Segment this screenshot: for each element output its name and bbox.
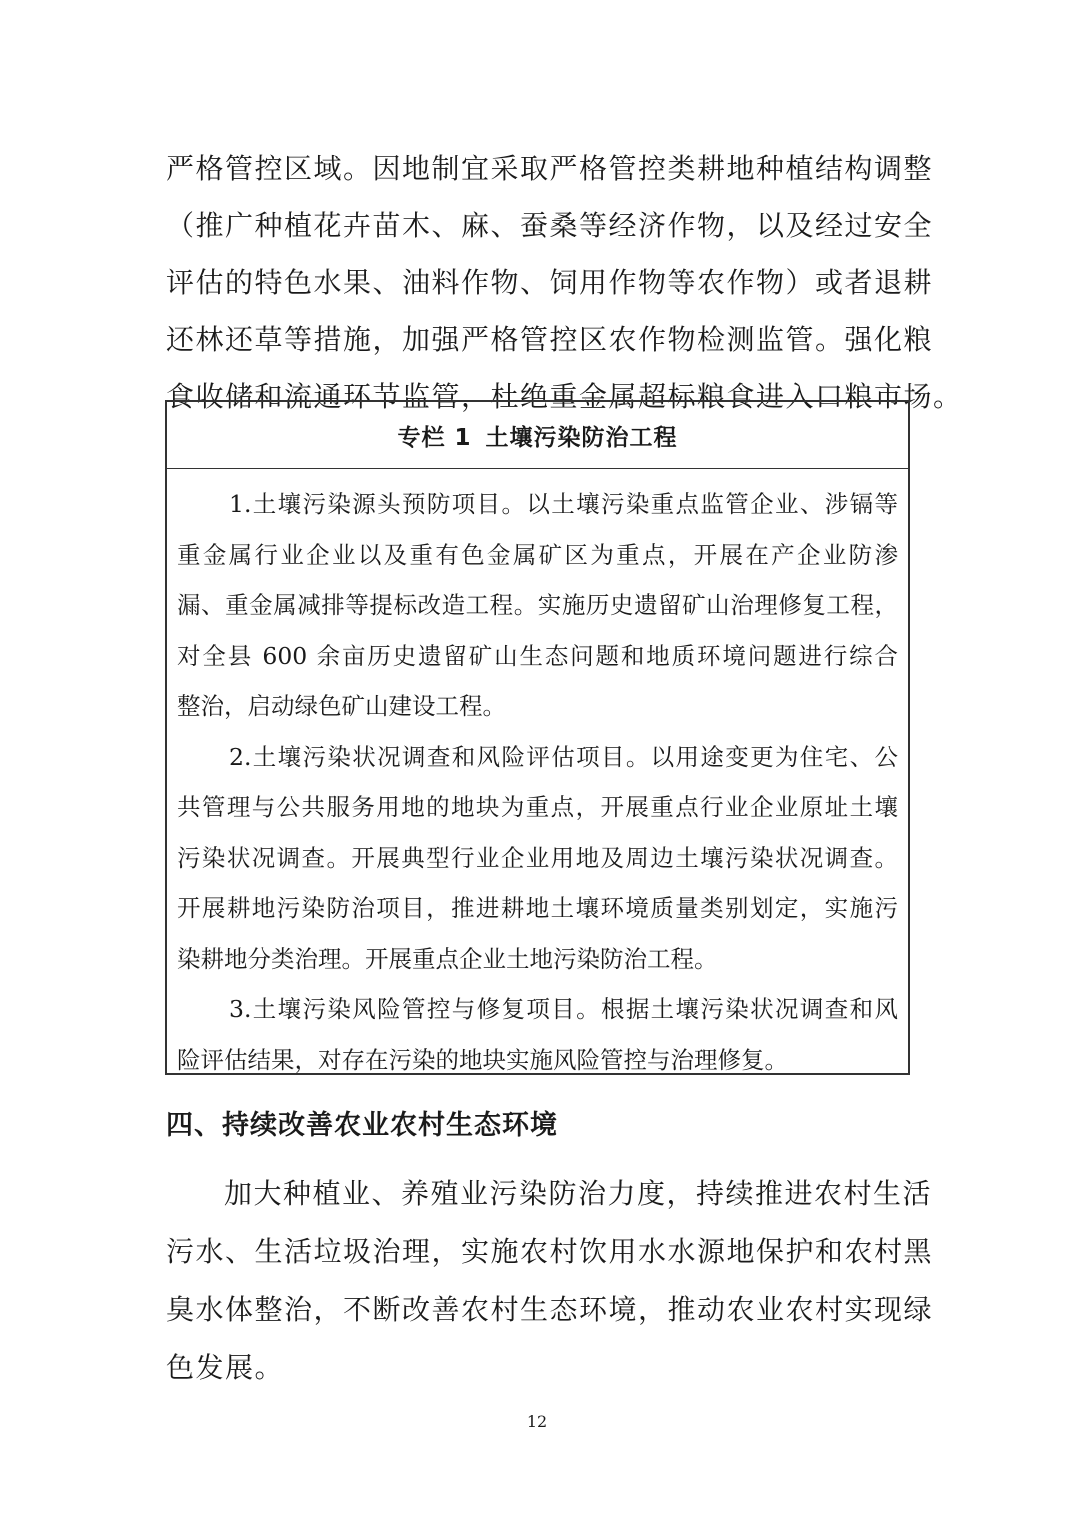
box-line: 3.土壤污染风险管控与修复项目。根据土壤污染状况调查和风 (229, 995, 898, 1023)
paragraph-line: 评估的特色水果、油料作物、饲用作物等农作物）或者退耕 (166, 266, 934, 299)
paragraph-line: 臭水体整治，不断改善农村生态环境，推动农业农村实现绿 (166, 1293, 934, 1326)
box-line: 2.土壤污染状况调查和风险评估项目。以用途变更为住宅、公 (229, 742, 898, 771)
box-line: 1.土壤污染源头预防项目。以土壤污染重点监管企业、涉镉等 (229, 490, 898, 518)
box-line: 漏、重金属减排等提标改造工程。实施历史遗留矿山治理修复工程， (177, 591, 898, 619)
paragraph-line: 加大种植业、养殖业污染防治力度，持续推进农村生活 (224, 1177, 933, 1210)
column-box-label: 专栏 1 (397, 424, 472, 451)
body-paragraph-bottom (166, 1165, 934, 1397)
section-heading: 四、持续改善农业农村生态环境 (166, 1110, 558, 1141)
column-box-body (167, 469, 908, 1085)
box-line: 污染状况调查。开展典型行业企业用地及周边土壤污染状况调查。 (177, 843, 898, 872)
paragraph-line: 还林还草等措施，加强严格管控区农作物检测监管。强化粮 (166, 323, 934, 356)
page-number: 12 (526, 1412, 548, 1431)
box-line: 整治，启动绿色矿山建设工程。 (177, 692, 506, 720)
body-paragraph-top (166, 140, 963, 425)
column-box-title (167, 402, 908, 469)
paragraph-line: 色发展。 (166, 1351, 285, 1384)
box-line: 对全县 600 余亩历史遗留矿山生态问题和地质环境问题进行综合 (177, 641, 898, 670)
paragraph-line: 污水、生活垃圾治理，实施农村饮用水水源地保护和农村黑 (166, 1235, 934, 1268)
column-box (165, 400, 910, 1075)
box-line: 险评估结果，对存在污染的地块实施风险管控与治理修复。 (177, 1045, 788, 1074)
paragraph-line: 严格管控区域。因地制宜采取严格管控类耕地种植结构调整 (166, 152, 934, 185)
paragraph-line: 食收储和流通环节监管，杜绝重金属超标粮食进入口粮市场。 (166, 380, 963, 413)
box-line: 共管理与公共服务用地的地块为重点，开展重点行业企业原址土壤 (177, 793, 898, 821)
paragraph-line: （推广种植花卉苗木、麻、蚕桑等经济作物，以及经过安全 (166, 209, 934, 242)
column-box-heading: 土壤污染防治工程 (485, 424, 678, 451)
box-line: 染耕地分类治理。开展重点企业土地污染防治工程。 (177, 944, 718, 973)
box-line: 开展耕地污染防治项目，推进耕地土壤环境质量类别划定，实施污 (177, 894, 898, 922)
box-line: 重金属行业企业以及重有色金属矿区为重点，开展在产企业防渗 (177, 540, 898, 569)
